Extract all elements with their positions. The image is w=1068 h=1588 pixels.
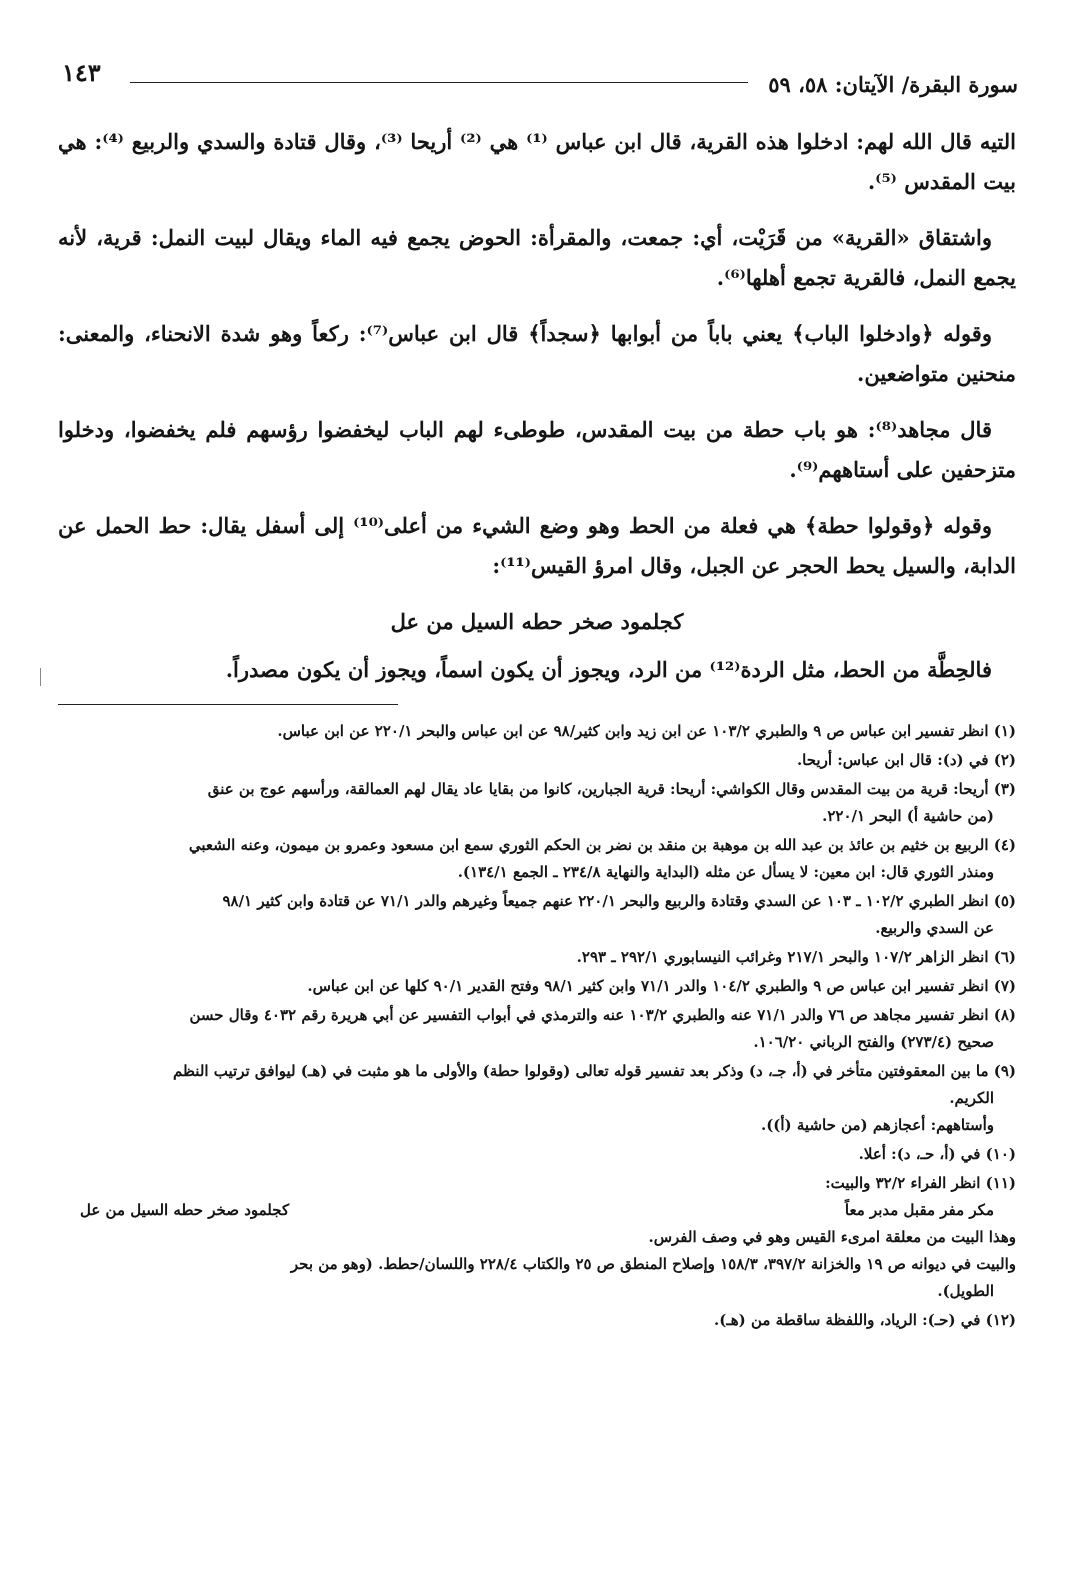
footnote-4-line-1: (٤) الربيع بن خثيم بن عائذ بن عبد الله بن موهبة بن منقد بن نضر بن الحكم الثوري سمع ابن مسعود وعمرو بن ميمون، وعنه الشعبي [188,836,1016,854]
margin-mark [40,668,41,686]
paragraph-4: قال مجاهد⁽⁸⁾: هو باب حطة من بيت المقدس، طوطىء لهم الباب ليخفضوا رؤسهم فلم يخفضوا، ودخلوا متزحفين على أستاههم⁽⁹⁾. [58,417,1016,482]
paragraph-5: وقوله ﴿وقولوا حطة﴾ هي فعلة من الحط وهو وضع الشيء من أعلى⁽¹⁰⁾ إلى أسفل يقال: حط الحمل عن الدابة، والسيل يحط الحجر عن الجبل، وقال امرؤ القيس⁽¹¹⁾: [58,513,1016,578]
footnote-11-line-2: وهذا البيت من معلقة امرىء القيس وهو في وصف الفرس. [648,1228,1016,1246]
footnote-3-line-2: (من حاشية أ) البحر ٢٢٠/١. [822,807,994,825]
footnote-4-line-2: ومنذر الثوري قال: ابن معين: لا يسأل عن مثله (البداية والنهاية ٢٣٤/٨ ـ الجمع ١٣٤/١). [457,863,994,881]
page-number: ١٤٣ [62,58,101,87]
footnote-1: (١) انظر تفسير ابن عباس ص ٩ والطبري ١٠٣/٢ عن ابن زيد وابن كثير/٩٨ عن ابن عباس والبحر ٢٢٠/١ عن ابن عباس. [277,722,1016,740]
footnote-7: (٧) انظر تفسير ابن عباس ص ٩ والطبري ١٠٤/٢ والدر ٧١/١ وابن كثير ٩٨/١ وفتح القدير ٩٠/١ كلها عن ابن عباس. [307,977,1016,995]
main-text [58,122,1016,706]
footnote-8-line-1: (٨) انظر تفسير مجاهد ص ٧٦ والدر ٧١/١ عنه والطبري ١٠٣/٢ عنه والترمذي في أبواب التفسير عن أبي هريرة رقم ٤٠٣٢ وقال حسن [189,1006,1016,1024]
footnote-12: (١٢) في (حـ): الرياد، واللفظة ساقطة من (هـ). [714,1311,1016,1329]
footnote-11-line-4: الطويل). [937,1282,994,1300]
footnote-9-line-3: وأستاههم: أعجازهم (من حاشية (أ)). [760,1116,994,1134]
header-rule [130,82,748,83]
footnote-6: (٦) انظر الزاهر ١٠٧/٢ والبحر ٢١٧/١ وغرائب النيسابوري ٢٩٢/١ ـ ٢٩٣. [576,948,1016,966]
footnote-11-line-3: والبيت في ديوانه ص ١٩ والخزانة ٣٩٧/٢، ١٥٨/٣ وإصلاح المنطق ص ٢٥ والكتاب ٢٢٨/٤ واللسان/حطط. (وهو من بحر [290,1255,1016,1273]
footnote-8 [58,1002,1016,1056]
footnote-separator [58,704,398,705]
poem-second-hemistich: كجلمود صخر حطه السيل من عل [80,1201,290,1219]
footnote-9 [58,1058,1016,1139]
poetry-verse: كجلمود صخر حطه السيل من عل [390,609,684,634]
footnote-11 [58,1170,1016,1305]
paragraph-3: وقوله ﴿وادخلوا الباب﴾ يعني باباً من أبوابها ﴿سجداً﴾ قال ابن عباس⁽⁷⁾: ركعاً وهو شدة الانحناء، والمعنى: منحنين متواضعين. [58,321,1016,386]
footnote-poem [58,1197,1016,1224]
footnote-2: (٢) في (د): قال ابن عباس: أريحا. [796,751,1016,769]
footnote-8-line-2: صحيح (٢٧٣/٤) والفتح الرباني ١٠٦/٢٠. [753,1033,994,1051]
footnote-10: (١٠) في (أ، حـ، د): أعلا. [858,1145,1016,1163]
footnote-11-line-1: (١١) انظر الفراء ٣٢/٢ والبيت: [825,1174,1016,1192]
paragraph-6: فالحِطَّة من الحط، مثل الردة⁽¹²⁾ من الرد، ويجوز أن يكون اسماً، ويجوز أن يكون مصدراً. [225,657,992,682]
footnote-9-line-1: (٩) ما بين المعقوفتين متأخر في (أ، جـ، د) وذكر بعد تفسير قوله تعالى (وقولوا حطة) والأولى ما هو مثبت في (هـ) ليوافق ترتيب النظم [173,1062,1016,1080]
footnote-5 [58,888,1016,942]
footnote-3 [58,776,1016,830]
footnotes [58,718,1016,1336]
footnote-9-line-2: الكريم. [949,1089,994,1107]
paragraph-2: واشتقاق «القرية» من قَرَيْت، أي: جمعت، والمقرأة: الحوض يجمع فيه الماء ويقال لبيت النمل: قرية، لأنه يجمع النمل، فالقرية تجمع أهلها⁽⁶⁾. [58,225,1016,290]
poem-first-hemistich: مكر مفر مقبل مدبر معاً [844,1201,994,1219]
footnote-4 [58,832,1016,886]
footnote-5-line-2: عن السدي والربيع. [875,919,994,937]
paragraph-1: التيه قال الله لهم: ادخلوا هذه القرية، قال ابن عباس ⁽¹⁾ هي ⁽²⁾ أريحا ⁽³⁾، وقال قتادة والسدي والربيع ⁽⁴⁾: هي بيت المقدس ⁽⁵⁾. [58,129,1017,194]
page-header [62,58,1018,98]
footnote-5-line-1: (٥) انظر الطبري ١٠٢/٢ ـ ١٠٣ عن السدي وقتادة والربيع والبحر ٢٢٠/١ عنهم جميعاً وغيرهم والدر ٧١/١ عن قتادة وابن كثير ٩٨/١ [222,892,1016,910]
footnote-3-line-1: (٣) أريحا: قرية من بيت المقدس وقال الكواشي: أريحا: قرية الجبارين، كانوا من بقايا عاد يقال لهم العمالقة، ورأسهم عوج بن عنق [207,780,1016,798]
running-title: سورة البقرة/ الآيتان: ٥٨، ٥٩ [768,72,1018,97]
